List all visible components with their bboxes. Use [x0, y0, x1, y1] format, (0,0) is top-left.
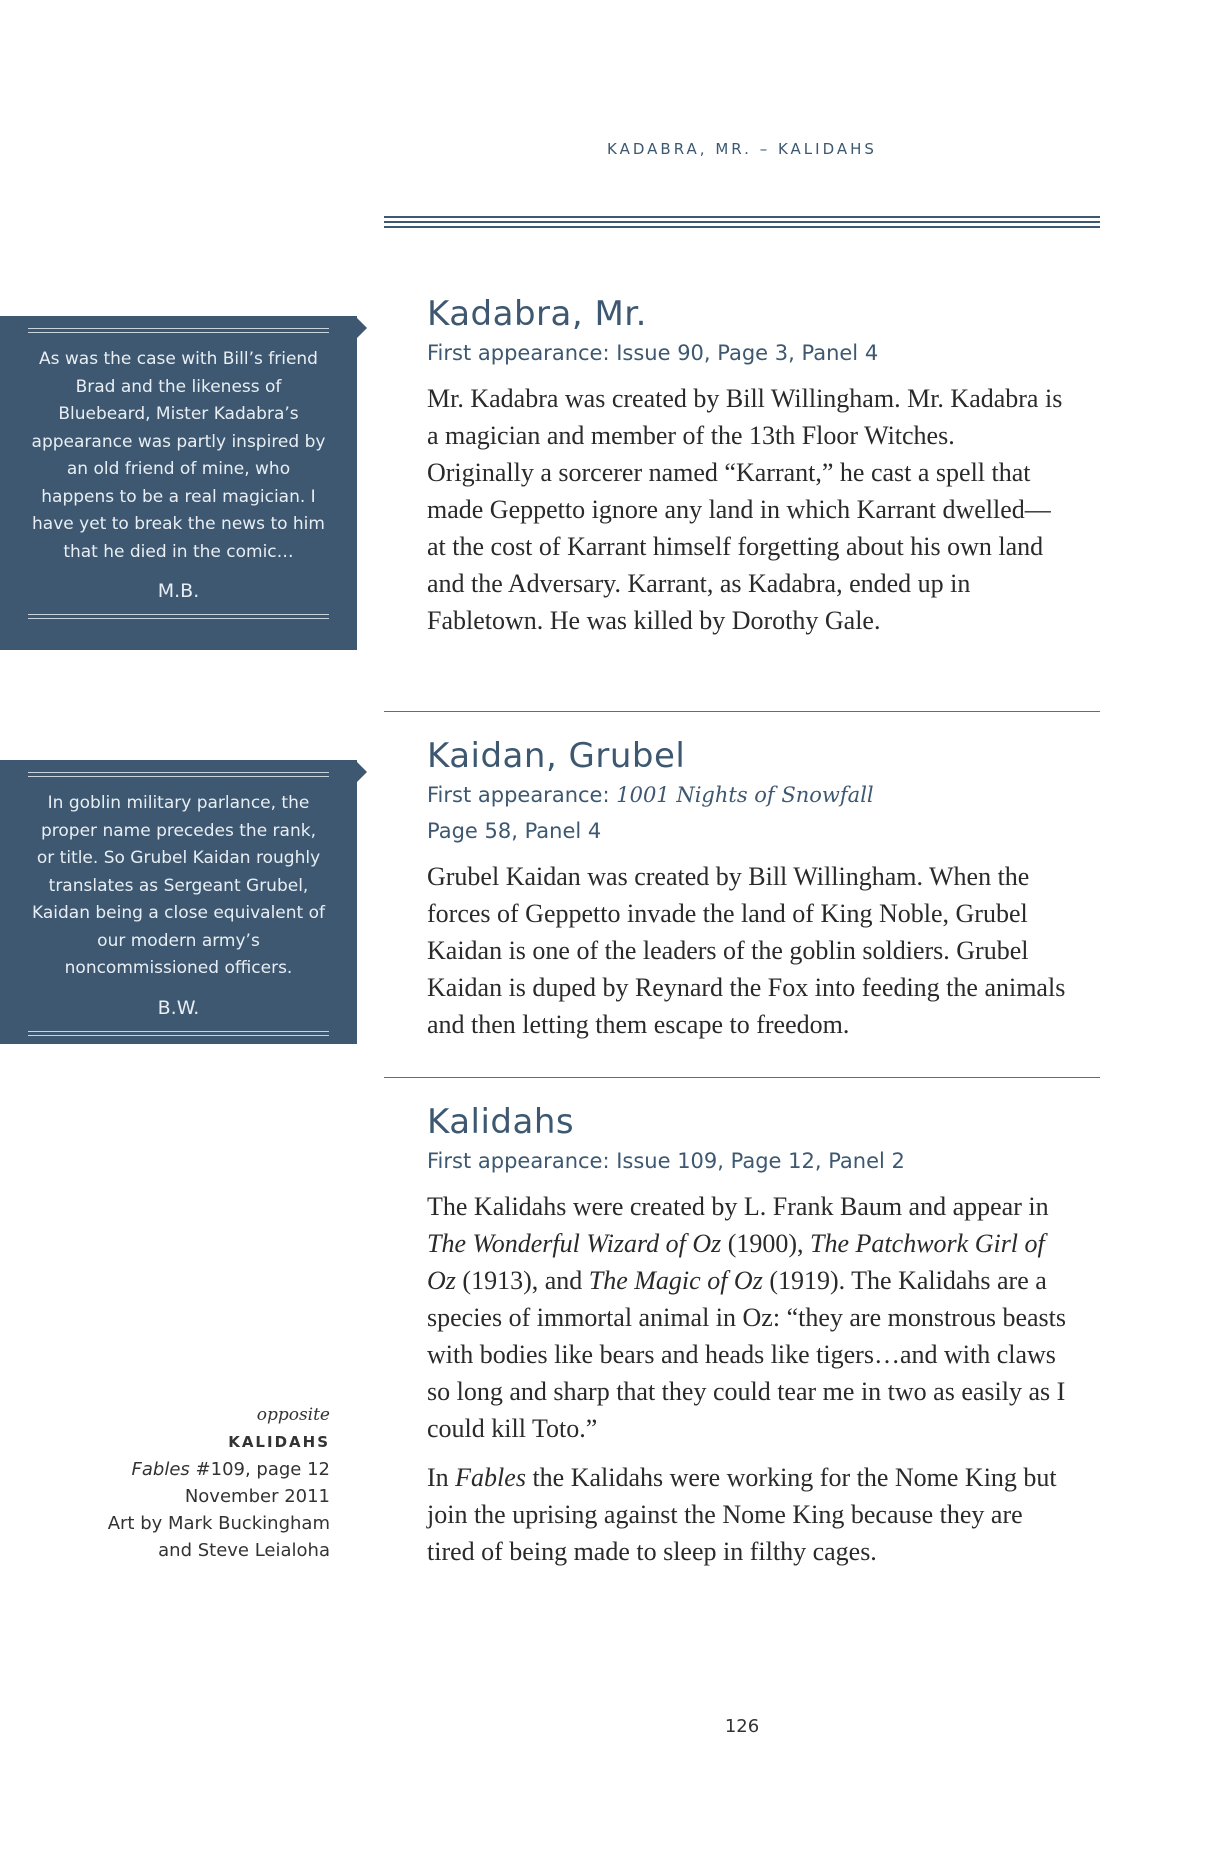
entry-kaidan: [427, 736, 1067, 1055]
text-run: The Kalidahs were created by L. Frank Baum and appear in: [427, 1192, 1049, 1221]
entry-title: Kaidan, Grubel: [427, 736, 686, 776]
first-appearance-prefix: First appearance:: [427, 783, 617, 807]
sidebar-bottom-rule: [28, 614, 329, 622]
caption-date: November 2011: [184, 1486, 330, 1507]
book-title: The Wonderful Wizard of Oz: [427, 1229, 722, 1258]
entry-paragraph: Mr. Kadabra was created by Bill Willingham. Mr. Kadabra is a magician and member of the 13th Floor Witches. Originally a sorcerer named “Karrant,” he cast a spell that made Geppetto ignore any land in which Karrant dwelled—at the cost of Karrant himself forgetting about his own land and the Adversary. Karrant, as Kadabra, ended up in Fabletown. He was killed by Dorothy Gale.: [427, 384, 1063, 635]
sidebar-top-rule: [28, 328, 329, 336]
sidebar-note-text: As was the case with Bill’s friend Brad and the likeness of Bluebeard, Mister Kadabra’s appearance was partly inspired by an old friend of mine, who happens to be a real magician. I have yet to break the news to him that he died in the comic…: [31, 349, 326, 562]
text-run: In: [427, 1463, 456, 1492]
page-number: 126: [724, 1716, 760, 1737]
image-caption: [80, 1402, 330, 1564]
running-head: KADABRA, MR. – KALIDAHS: [607, 140, 877, 158]
caption-opposite: opposite: [256, 1405, 330, 1425]
sidebar-top-rule: [28, 772, 329, 780]
entry-paragraph: [427, 1188, 1067, 1447]
first-appearance: [427, 778, 1067, 812]
text-run: (1900),: [721, 1229, 811, 1258]
section-divider: [384, 1077, 1100, 1078]
sidebar-note-text: In goblin military parlance, the proper name precedes the rank, or title. So Grubel Kaidan roughly translates as Sergeant Grubel, Kaidan being a close equivalent of our modern army’s noncommissioned officers.: [32, 793, 325, 978]
caption-title: KALIDAHS: [228, 1433, 330, 1451]
sidebar-note-signature: M.B.: [157, 580, 200, 602]
caption-issue: [80, 1456, 330, 1483]
caption-issue-title: Fables: [131, 1459, 190, 1480]
sidebar-note-kadabra: [0, 316, 357, 650]
caption-art-credit-2: and Steve Leialoha: [158, 1540, 330, 1561]
entry-kadabra: [427, 294, 1067, 651]
caption-art-credit: Art by Mark Buckingham: [107, 1513, 330, 1534]
entry-title: Kalidahs: [427, 1102, 575, 1142]
first-appearance-page: Page 58, Panel 4: [427, 819, 602, 843]
entry-kalidahs: [427, 1102, 1067, 1582]
text-run: (1919). The Kalidahs are a species of immortal animal in Oz: “they are monstrous beasts with bodies like bears and heads like tigers…and with claws so long and sharp that they could tear me in two as easily as I could kill Toto.”: [427, 1266, 1066, 1443]
entry-paragraph: [427, 1459, 1067, 1570]
sidebar-bottom-rule: [28, 1031, 329, 1039]
text-run: the Kalidahs were working for the Nome King but join the uprising against the Nome King because they are tired of being made to sleep in filthy cages.: [427, 1463, 1057, 1566]
section-divider: [384, 711, 1100, 712]
text-run: (1913), and: [455, 1266, 589, 1295]
book-title: The Patchwork Girl of Oz: [427, 1229, 1045, 1295]
caption-issue-page: #109, page 12: [189, 1459, 330, 1480]
entry-body: [427, 858, 1067, 1043]
entry-title: Kadabra, Mr.: [427, 294, 647, 334]
sidebar-note-signature: B.W.: [157, 996, 200, 1019]
book-title: Fables: [455, 1463, 526, 1492]
entry-body: [427, 380, 1067, 639]
first-appearance: First appearance: Issue 109, Page 12, Panel 2: [427, 1149, 905, 1173]
first-appearance: First appearance: Issue 90, Page 3, Panel 4: [427, 341, 879, 365]
book-title: The Magic of Oz: [588, 1266, 763, 1295]
entry-body: [427, 1188, 1067, 1570]
header-rule: [384, 216, 1100, 228]
sidebar-note-kaidan: [0, 760, 357, 1044]
entry-paragraph: Grubel Kaidan was created by Bill Willingham. When the forces of Geppetto invade the land of King Noble, Grubel Kaidan is one of the leaders of the goblin soldiers. Grubel Kaidan is duped by Reynard the Fox into feeding the animals and then letting them escape to freedom.: [427, 862, 1066, 1039]
first-appearance-title: 1001 Nights of Snowfall: [616, 783, 874, 807]
